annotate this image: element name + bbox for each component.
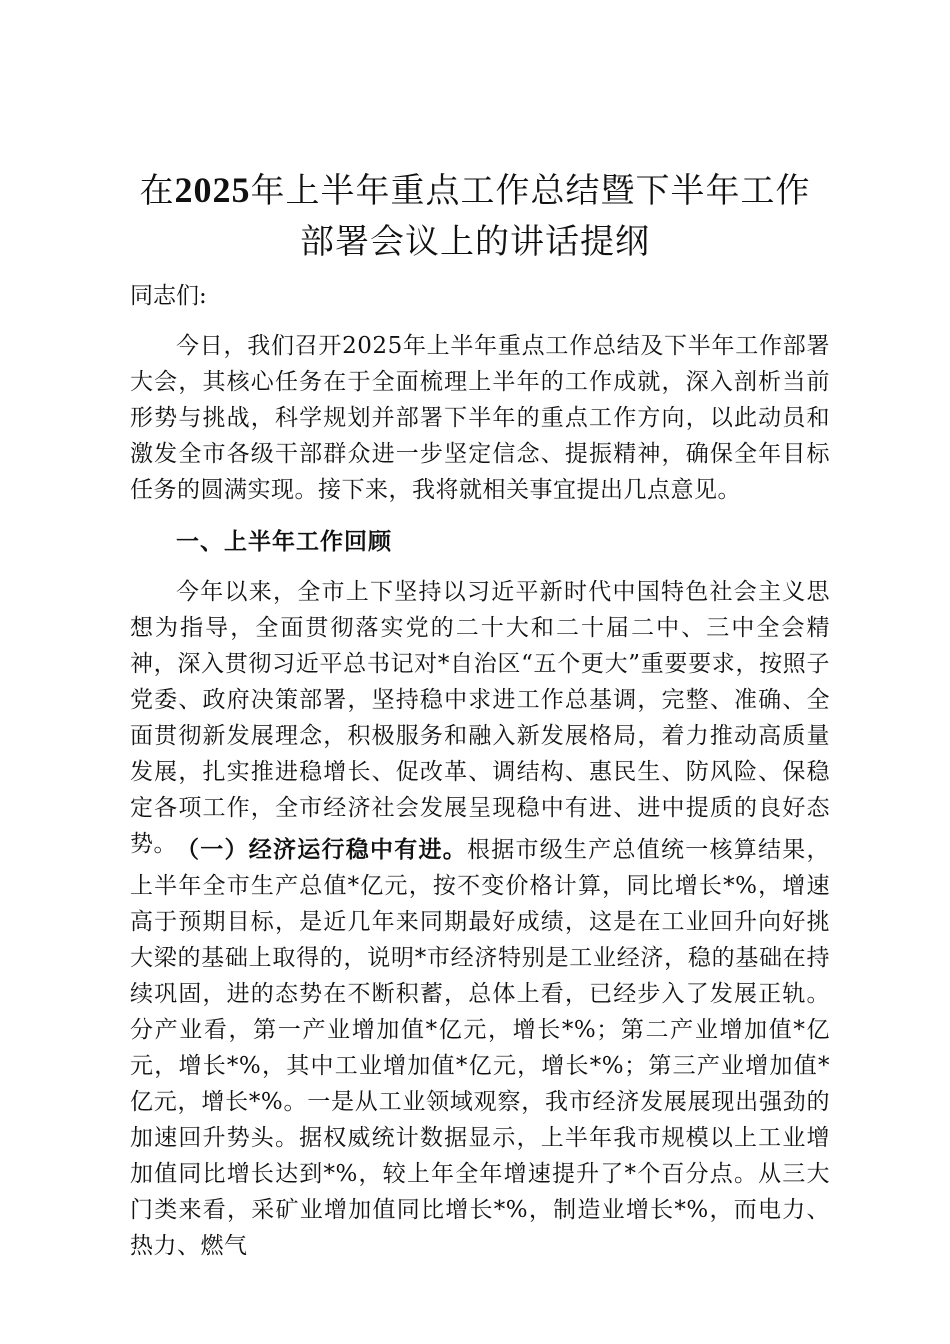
section-1-paragraph: 今年以来，全市上下坚持以习近平新时代中国特色社会主义思想为指导，全面贯彻落实党的二十大和二十届二中、三中全会精神，深入贯彻习近平总书记对*自治区“五个更大”重要要求，按照子党委、政府决策部署，坚持稳中求进工作总基调，完整、准确、全面贯彻新发展理念，积极服务和融入新发展格局，着力推动高质量发展，扎实推进稳增长、促改革、调结构、惠民生、防风险、保稳定各项工作，全市经济社会发展呈现稳中有进、进中提质的良好态势。: [130, 579, 830, 857]
document-title-line-2: 部署会议上的讲话提纲: [300, 222, 650, 262]
subsection-1-paragraph: [130, 832, 830, 1264]
title-year: 2025: [174, 170, 251, 210]
salutation: 同志们:: [130, 283, 207, 309]
section-heading-1: 一、上半年工作回顾: [176, 529, 392, 555]
title-prefix: 在: [139, 171, 175, 211]
document-title-line-1: [110, 164, 840, 217]
subsection-1-lead: （一）经济运行稳中有进。: [176, 837, 467, 863]
intro-paragraph: 今日，我们召开2025年上半年重点工作总结及下半年工作部署大会，其核心任务在于全面梳理上半年的工作成就，深入剖析当前形势与挑战，科学规划并部署下半年的重点工作方向，以此动员和激发全市各级干部群众进一步坚定信念、提振精神，确保全年目标任务的圆满实现。接下来，我将就相关事宜提出几点意见。: [130, 333, 830, 503]
title-suffix: 年上半年重点工作总结暨下半年工作: [250, 171, 811, 211]
subsection-1-text: 根据市级生产总值统一核算结果，上半年全市生产总值*亿元，按不变价格计算，同比增长*%，增速高于预期目标，是近几年来同期最好成绩，这是在工业回升向好挑大梁的基础上取得的，说明*市经济特别是工业经济，稳的基础在持续巩固，进的态势在不断积蓄，总体上看，已经步入了发展正轨。分产业看，第一产业增加值*亿元，增长*%；第二产业增加值*亿元，增长*%，其中工业增加值*亿元，增长*%；第三产业增加值*亿元，增长*%。一是从工业领域观察，我市经济发展展现出强劲的加速回升势头。据权威统计数据显示，上半年我市规模以上工业增加值同比增长达到*%，较上年全年增速提升了*个百分点。从三大门类来看，采矿业增加值同比增长*%，制造业增长*%，而电力、热力、燃气: [130, 837, 830, 1259]
